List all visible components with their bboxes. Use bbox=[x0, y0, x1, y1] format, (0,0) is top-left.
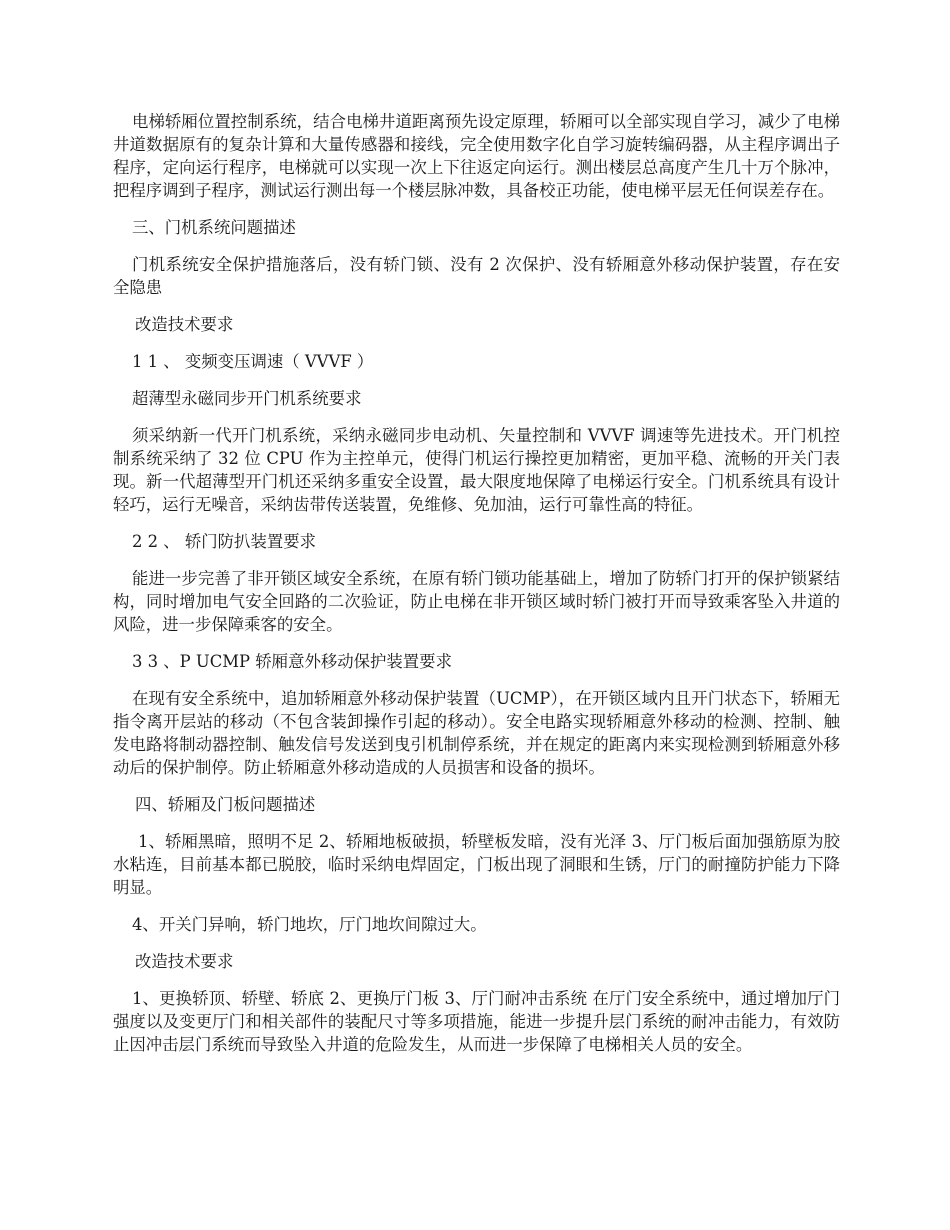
item-heading-anti-pry: 2 2 、 轿门防扒装置要求 bbox=[132, 532, 317, 551]
document-page bbox=[113, 110, 840, 1070]
subheading-door-machine: 超薄型永磁同步开门机系统要求 bbox=[132, 389, 362, 408]
section-heading-door-system: 三、门机系统问题描述 bbox=[132, 218, 296, 237]
item-heading-vvvf: 1 1 、 变频变压调速（ VVVF ） bbox=[132, 352, 374, 371]
paragraph-door-noise: 4、开关门异响，轿门地坎，厅门地坎间隙过大。 bbox=[132, 915, 487, 934]
subheading-requirements-2: 改造技术要求 bbox=[135, 952, 234, 971]
paragraph-position-control: 电梯轿厢位置控制系统，结合电梯井道距离预先设定原理，轿厢可以全部实现自学习，减少了电梯井道数据原有的复杂计算和大量传感器和接线，完全使用数字化自学习旋转编码器，从主程序调出子程序，定向运行程序，电梯就可以实现一次上下往返定向运行。测出楼层总高度产生几十万个脉冲，把程序调到子程序，测试运行测出每一个楼层脉冲数，具备校正功能，使电梯平层无任何误差存在。 bbox=[113, 112, 840, 200]
section-heading-car-door-panel: 四、轿厢及门板问题描述 bbox=[135, 795, 316, 814]
paragraph-anti-pry: 能进一步完善了非开锁区域安全系统，在原有轿门锁功能基础上，增加了防轿门打开的保护锁紧结构，同时增加电气安全回路的二次验证，防止电梯在非开锁区域时轿门被打开而导致乘客坠入井道的风险，进一步保障乘客的安全。 bbox=[113, 569, 840, 634]
paragraph-ucmp: 在现有安全系统中，追加轿厢意外移动保护装置（UCMP），在开锁区域内且开门状态下，轿厢无指令离开层站的移动（不包含装卸操作引起的移动）。安全电路实现轿厢意外移动的检测、控制、触发电路将制动器控制、触发信号发送到曳引机制停系统，并在规定的距离内来实现检测到轿厢意外移动后的保护制停。防止轿厢意外移动造成的人员损害和设备的损坏。 bbox=[113, 689, 840, 777]
item-heading-ucmp: 3 3 、P UCMP 轿厢意外移动保护装置要求 bbox=[132, 652, 452, 671]
paragraph-door-machine: 须采纳新一代开门机系统，采纳永磁同步电动机、矢量控制和 VVVF 调速等先进技术。开门机控制系统采纳了 32 位 CPU 作为主控单元，使得门机运行操控更加精密，更加平稳、流畅的开关门表现。新一代超薄型开门机还采纳多重安全设置，最大限度地保障了电梯运行安全。门机系统具有设计轻巧，运行无噪音，采纳齿带传送装置，免维修、免加油，运行可靠性高的特征。 bbox=[113, 426, 840, 514]
paragraph-door-problem: 门机系统安全保护措施落后，没有轿门锁、没有 2 次保护、没有轿厢意外移动保护装置，存在安全隐患 bbox=[113, 255, 840, 297]
paragraph-replacement: 1、更换轿顶、轿壁、轿底 2、更换厅门板 3、厅门耐冲击系统 在厅门安全系统中，通过增加厅门强度以及变更厅门和相关部件的装配尺寸等多项措施，能进一步提升层门系统的耐冲击能力，有效防止因冲击层门系统而导致坠入井道的危险发生，从而进一步保障了电梯相关人员的安全。 bbox=[113, 989, 840, 1054]
subheading-requirements: 改造技术要求 bbox=[135, 315, 234, 334]
paragraph-car-problems: 1、轿厢黑暗，照明不足 2、轿厢地板破损，轿壁板发暗，没有光泽 3、厅门板后面加强筋原为胶水粘连，目前基本都已脱胶，临时采纳电焊固定，门板出现了洞眼和生锈，厅门的耐撞防护能力下降明显。 bbox=[113, 832, 840, 897]
